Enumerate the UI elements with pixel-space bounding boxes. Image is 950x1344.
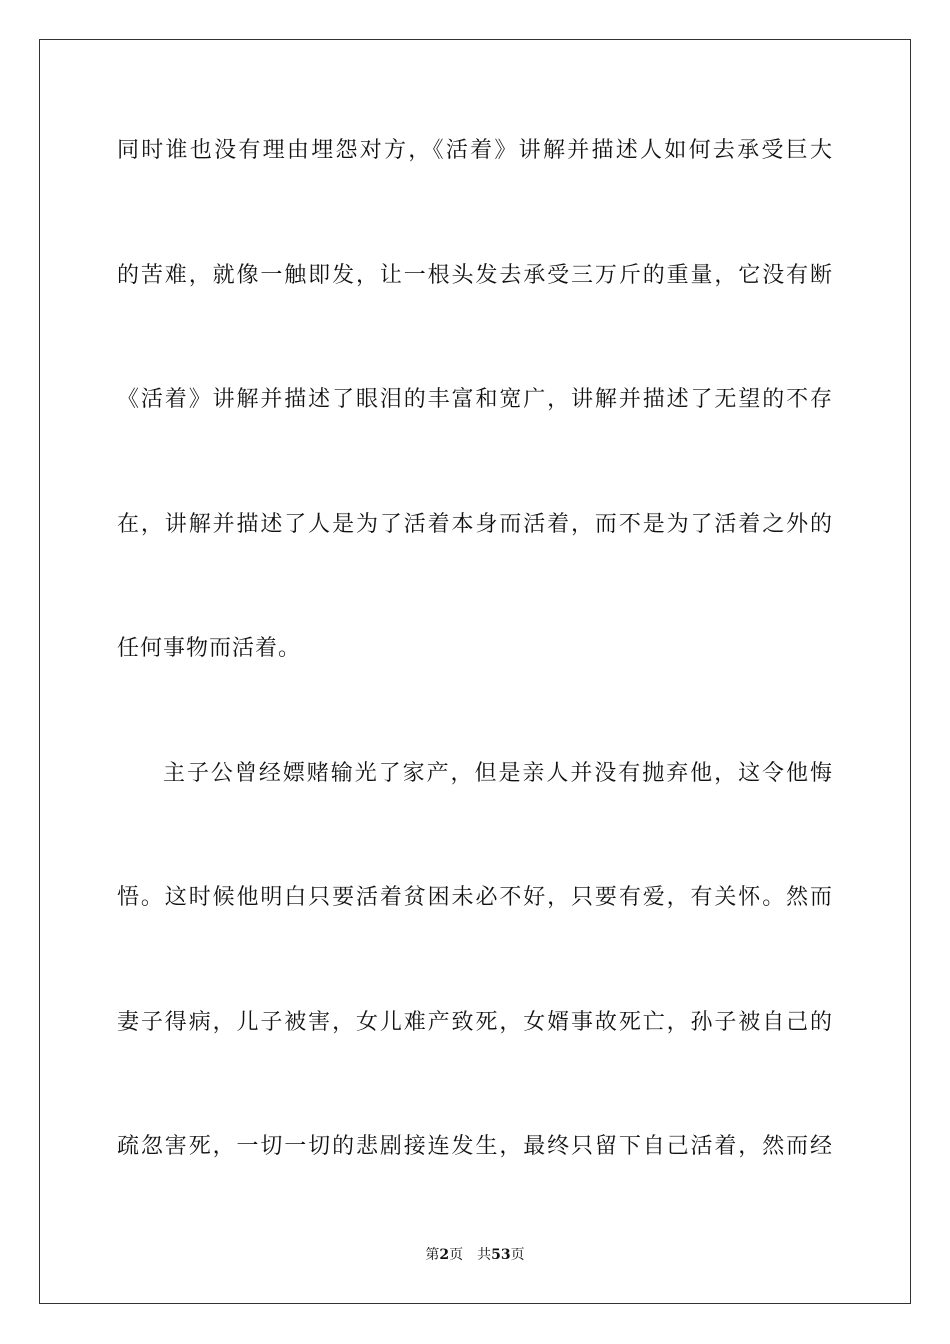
page-footer <box>0 1245 950 1265</box>
body-line-7: 悟。这时候他明白只要活着贫困未必不好，只要有爱，有关怀。然而 <box>117 885 833 910</box>
body-line-8: 妻子得病，儿子被害，女儿难产致死，女婿事故死亡，孙子被自己的 <box>117 1010 833 1035</box>
total-suffix: 页 <box>510 1247 525 1263</box>
total-prefix: 共 <box>477 1247 492 1263</box>
page-border <box>39 39 911 1304</box>
body-line-9: 疏忽害死，一切一切的悲剧接连发生，最终只留下自己活着，然而经 <box>117 1134 833 1159</box>
body-line-2: 的苦难，就像一触即发，让一根头发去承受三万斤的重量，它没有断 <box>117 263 833 288</box>
total-pages: 53 <box>491 1247 511 1263</box>
body-line-3: 《活着》讲解并描述了眼泪的丰富和宽广，讲解并描述了无望的不存 <box>117 387 833 412</box>
body-line-1: 同时谁也没有理由埋怨对方，《活着》讲解并描述人如何去承受巨大 <box>117 138 833 163</box>
body-line-4: 在，讲解并描述了人是为了活着本身而活着，而不是为了活着之外的 <box>117 512 833 537</box>
body-line-5: 任何事物而活着。 <box>117 636 302 661</box>
page-prefix: 第 <box>425 1247 440 1263</box>
page-suffix: 页 <box>449 1247 464 1263</box>
body-line-6: 主子公曾经嫖赌输光了家产，但是亲人并没有抛弃他，这令他悔 <box>163 761 833 786</box>
page-number: 2 <box>439 1247 450 1263</box>
